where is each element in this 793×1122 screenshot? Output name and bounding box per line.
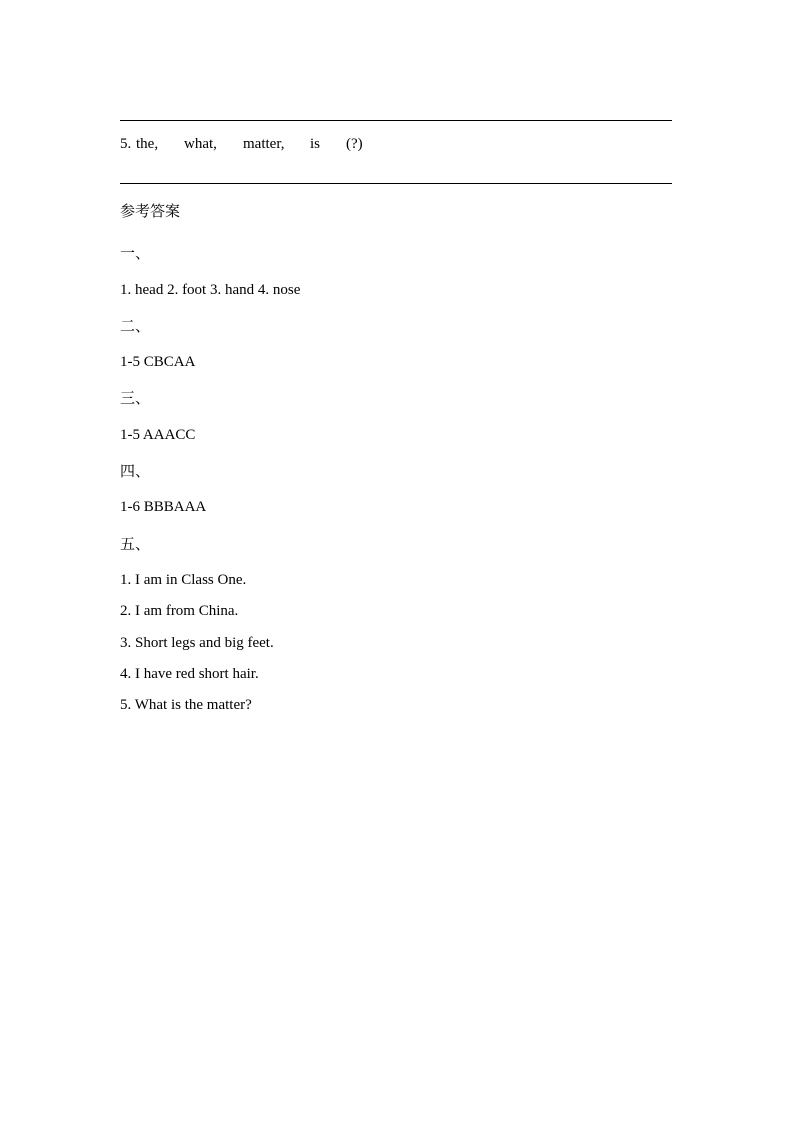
question-5-word-3: matter, — [243, 136, 285, 152]
top-rule — [120, 120, 672, 121]
section-5-answer-2: 2. I am from China. — [120, 603, 239, 619]
section-1-label: 一、 — [120, 244, 151, 262]
question-5-word-1: the, — [136, 136, 159, 152]
section-3-label: 三、 — [120, 389, 151, 407]
section-4-label: 四、 — [120, 462, 151, 480]
question-5-number: 5. — [120, 136, 132, 152]
section-5-answer-4: 4. I have red short hair. — [120, 666, 259, 682]
section-2-label: 二、 — [120, 317, 151, 335]
section-4-answers: 1-6 BBBAAA — [120, 499, 207, 515]
section-5-label: 五、 — [120, 535, 151, 553]
answer-rule — [120, 183, 672, 184]
question-5-word-2: what, — [184, 136, 217, 152]
question-5-word-5: (?) — [346, 136, 363, 152]
section-5-answer-5: 5. What is the matter? — [120, 697, 252, 713]
section-3-answers: 1-5 AAACC — [120, 427, 196, 443]
section-1-answers: 1. head 2. foot 3. hand 4. nose — [120, 282, 301, 298]
question-5-word-4: is — [310, 136, 321, 152]
section-5-answer-3: 3. Short legs and big feet. — [120, 635, 274, 651]
section-2-answers: 1-5 CBCAA — [120, 354, 196, 370]
section-5-answer-1: 1. I am in Class One. — [120, 572, 247, 588]
answers-heading: 参考答案 — [120, 202, 181, 220]
